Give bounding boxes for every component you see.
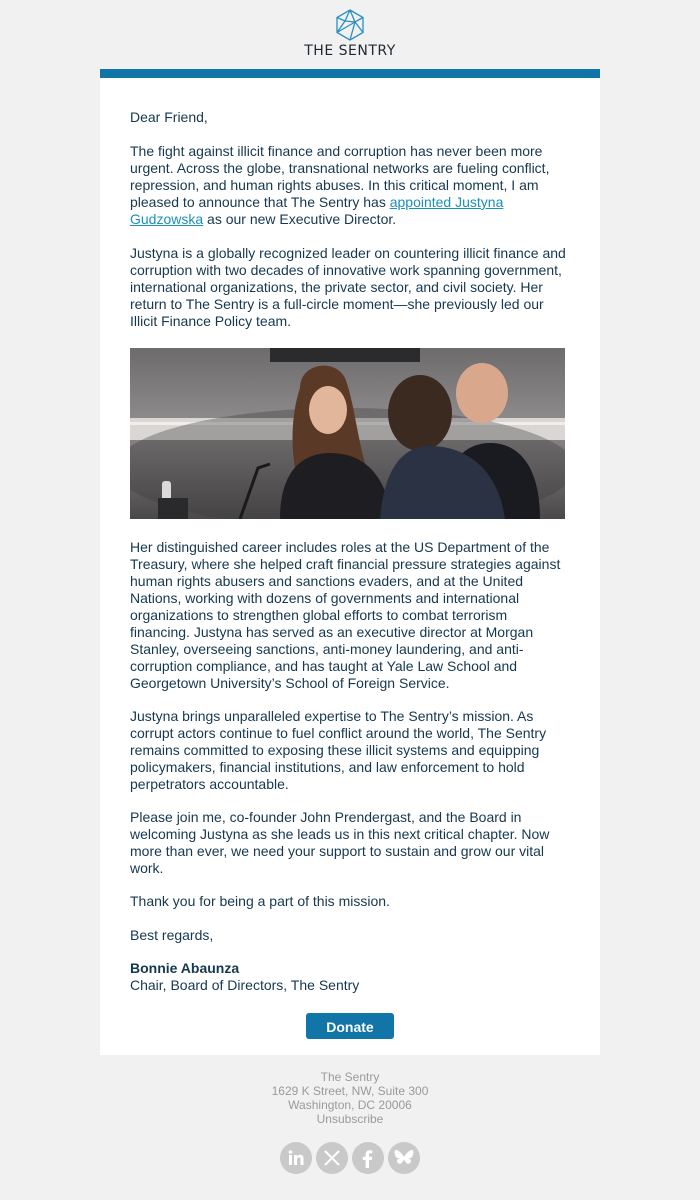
email-header: [0, 0, 700, 69]
paragraph-2: Justyna is a globally recognized leader on countering illicit finance and corruption with two decades of innovative work spanning government, international organizations, the private sector, and civil society. Her return to The Sentry is a full-circle moment—she previously led our Illicit Finance Policy team.: [130, 245, 566, 329]
header-accent-bar: [100, 69, 600, 78]
footer-address-1: 1629 K Street, NW, Suite 300: [271, 1084, 429, 1098]
greeting: Dear Friend,: [130, 109, 208, 125]
paragraph-5: Please join me, co-founder John Prendergast, and the Board in welcoming Justyna as she leads us in this next critical chapter. Now more than ever, we need your support to sustain and grow our vital work.: [130, 809, 550, 876]
sentry-logo[interactable]: [0, 8, 700, 59]
signer-name: Bonnie Abaunza: [130, 960, 240, 976]
facebook-icon[interactable]: [352, 1142, 384, 1174]
paragraph-1: The fight against illicit finance and corruption has never been more urgent. Across the globe, transnational networks are fueling conflict, repression, and human rights abuses. In this critical moment, I am pleased to announce that The Sentry has appointed Justyna Gudzowska as our new Executive Director.: [130, 143, 550, 227]
social-links: [0, 1142, 700, 1174]
paragraph-4: Justyna brings unparalleled expertise to The Sentry’s mission. As corrupt actors continue to fuel conflict around the world, The Sentry remains committed to exposing these illicit systems and equipping policymakers, financial institutions, and law enforcement to hold perpetrators accountable.: [130, 708, 547, 792]
email-card: [100, 78, 600, 1055]
x-icon[interactable]: [316, 1142, 348, 1174]
paragraph-6: Thank you for being a part of this mission.: [130, 893, 390, 909]
brand-name: THE SENTRY: [304, 43, 396, 59]
linkedin-icon[interactable]: [280, 1142, 312, 1174]
closing: Best regards,: [130, 927, 214, 943]
justyna-photo: [130, 348, 565, 519]
donate-button[interactable]: Donate: [306, 1013, 394, 1039]
paragraph-3: Her distinguished career includes roles at the US Department of the Treasury, where she helped craft financial pressure strategies against human rights abusers and sanctions evaders, and at the United Nations, working with dozens of governments and international organizations to strengthen global efforts to combat terrorism financing. Justyna has served as an executive director at Morgan Stanley, overseeing sanctions, anti-money laundering, and anti-corruption compliance, and has taught at Yale Law School and Georgetown University’s School of Foreign Service.: [130, 539, 561, 691]
bluesky-icon[interactable]: [388, 1142, 420, 1174]
footer-address-2: Washington, DC 20006: [288, 1098, 412, 1112]
email-footer: [0, 1070, 700, 1126]
appointed-link[interactable]: appointed Justyna Gudzowska: [130, 194, 504, 227]
sentry-logo-icon: [333, 8, 367, 42]
signer-title: Chair, Board of Directors, The Sentry: [130, 977, 360, 993]
footer-org: The Sentry: [320, 1070, 380, 1084]
unsubscribe-link[interactable]: Unsubscribe: [316, 1112, 384, 1126]
